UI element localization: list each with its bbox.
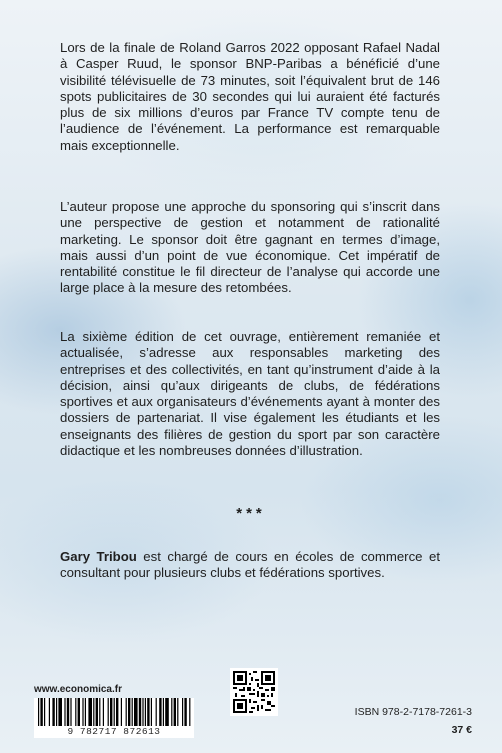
barcode-number: 9 782717 872613 <box>34 726 194 737</box>
isbn: ISBN 978-2-7178-7261-3 <box>354 706 472 718</box>
author-bio <box>60 549 440 582</box>
author-bio-text: est chargé de cours en écoles de commerce et consultant pour plusieurs clubs et fédérations sportives. <box>60 549 440 581</box>
paragraph-audience: La sixième édition de cet ouvrage, entièrement remaniée et actualisée, s’adresse aux responsables marketing des entreprises et des collectivités, en tant qu’instrument d’aide à la décision, ainsi qu’aux dirigeants de clubs, de fédérations sportives et aux organisateurs d’événements ayant à monter des dossiers de partenariat. Il vise également les étudiants et les enseignants des filières de gestion du sport par son caractère didactique et les nombreuses données d’illustration. <box>60 329 440 459</box>
barcode <box>34 698 194 738</box>
section-separator: *** <box>236 505 266 522</box>
price: 37 € <box>451 724 472 736</box>
publisher-website: www.economica.fr <box>34 684 122 695</box>
paragraph-approach: L’auteur propose une approche du sponsoring qui s’inscrit dans une perspective de gestion et notamment de rationalité marketing. Le sponsor doit être gagnant en termes d’image, mais aussi d’un point de vue économique. Cet impératif de rentabilité constitue le fil directeur de l’analyse qui accorde une large place à la mesure des retombées. <box>60 199 440 296</box>
author-name: Gary Tribou <box>60 549 137 564</box>
paragraph-intro: Lors de la finale de Roland Garros 2022 opposant Rafael Nadal à Casper Ruud, le sponsor BNP-Paribas a bénéficié d’une visibilité télévisuelle de 73 minutes, soit l’équivalent brut de 146 spots publicitaires de 30 secondes qui lui auraient été facturés plus de six millions d’euros par France TV compte tenu de l’audience de l’événement. La performance est remarquable mais exceptionnelle. <box>60 40 440 153</box>
qr-code-icon <box>230 668 278 716</box>
